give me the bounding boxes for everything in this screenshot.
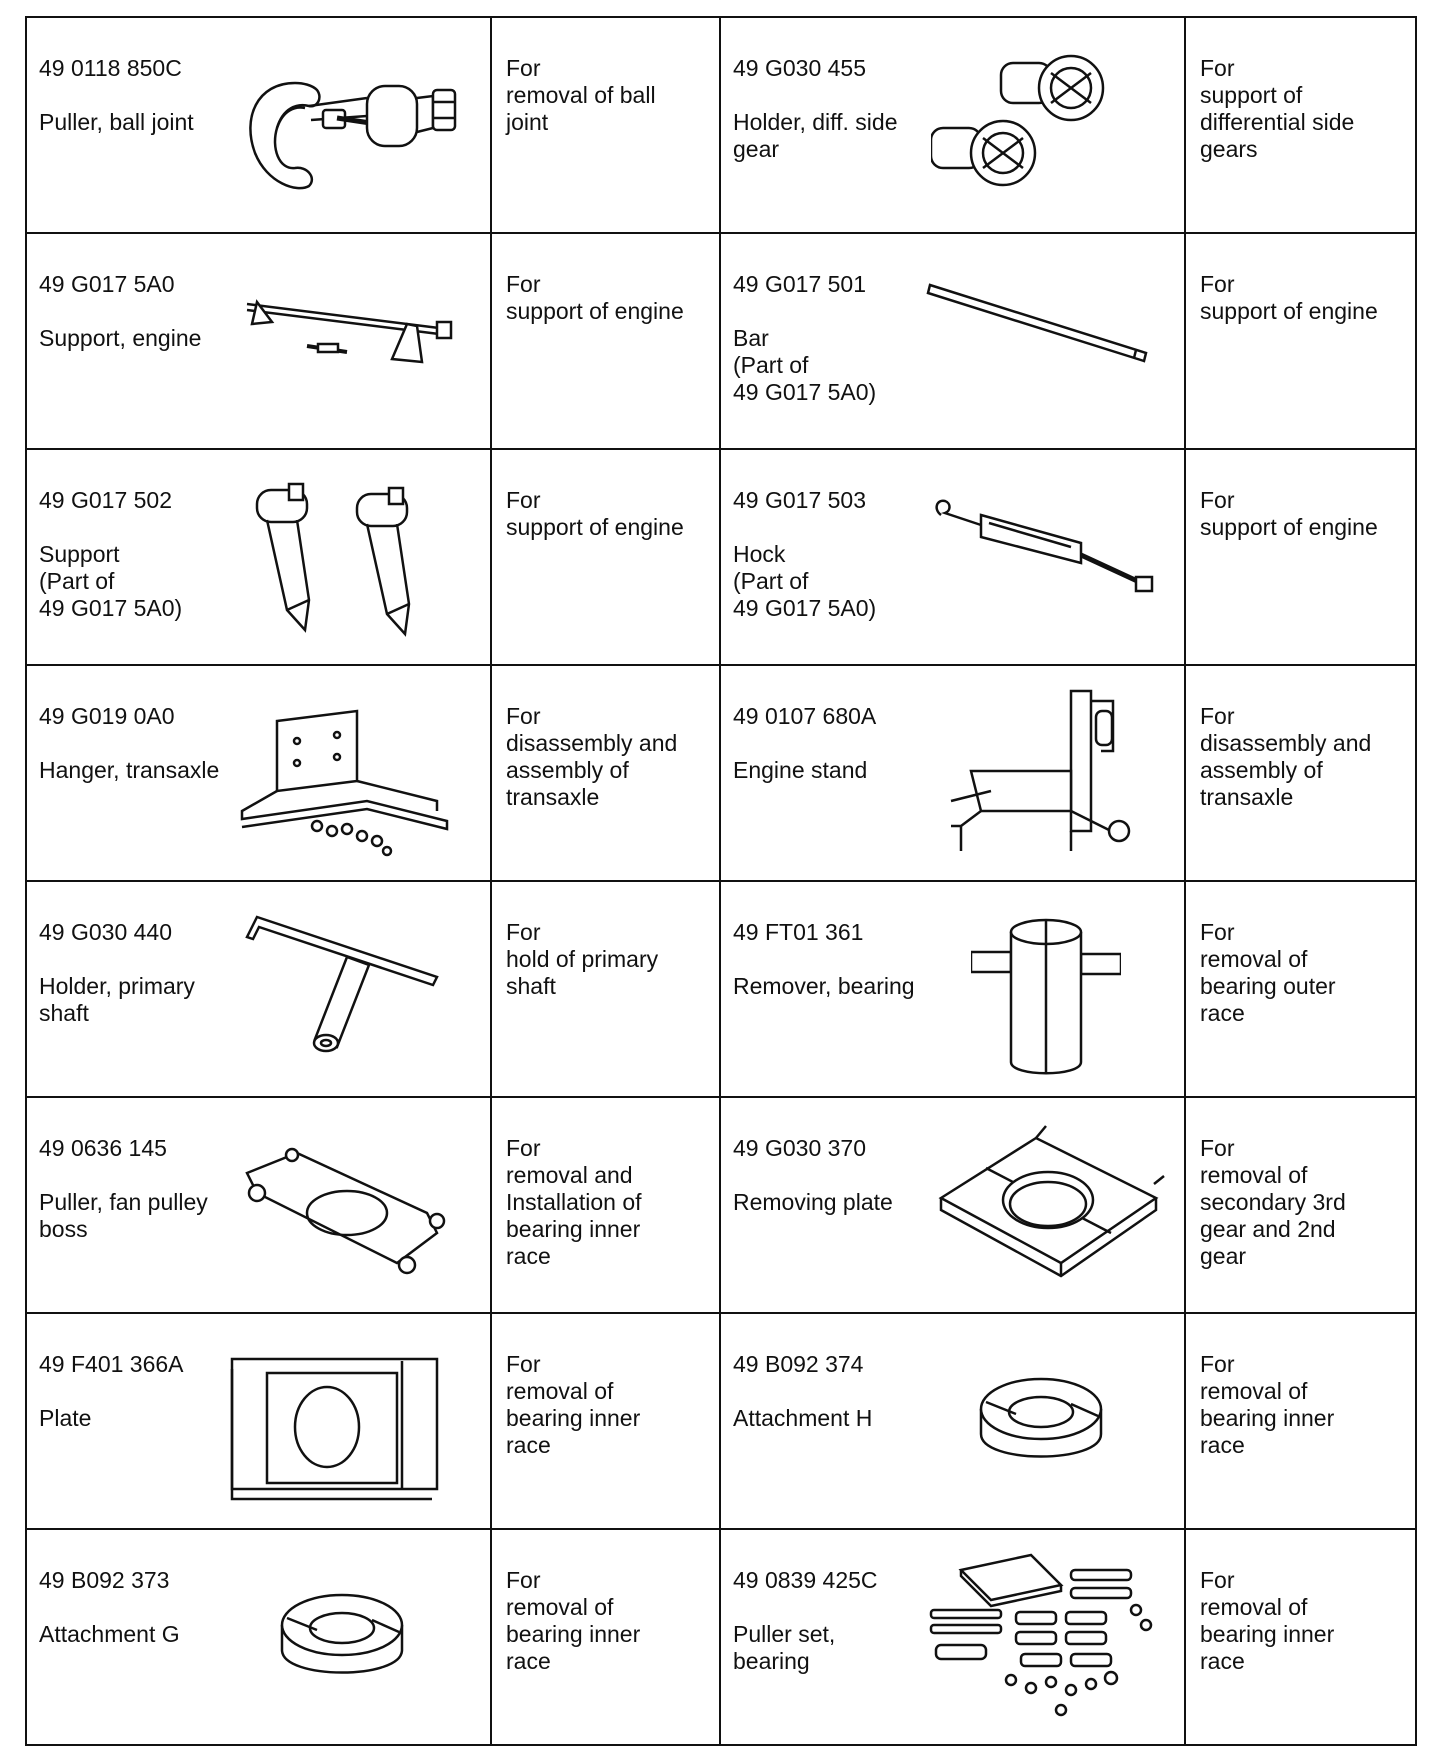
usage-text: For support of engine [1200,487,1378,540]
attachment-ring-icon [976,1364,1106,1484]
table-row [26,1313,1416,1529]
tool-name: Engine stand [733,757,868,783]
tool-cell [720,665,1185,881]
ball-joint-puller-icon [237,58,467,208]
tool-cell [720,881,1185,1097]
bar-icon [926,279,1156,369]
tool-cell [720,233,1185,449]
tool-name: Removing plate [733,1189,893,1215]
usage-cell [491,881,720,1097]
tool-cell [26,1529,491,1745]
usage-text: For disassembly and assembly of transaxle [1200,703,1372,810]
part-number: 49 G030 455 [733,55,867,81]
tool-name: Puller set, bearing [733,1621,836,1674]
attachment-ring-icon [277,1580,407,1700]
tool-cell [26,17,491,233]
tool-cell [720,1097,1185,1313]
engine-stand-icon [941,681,1141,871]
tool-name: Hanger, transaxle [39,757,220,783]
part-number: 49 FT01 361 [733,919,864,945]
usage-text: For hold of primary shaft [506,919,659,999]
table-row [26,449,1416,665]
usage-cell [491,449,720,665]
usage-text: For removal of ball joint [506,55,656,135]
usage-cell [1185,881,1416,1097]
part-number: 49 0636 145 [39,1135,167,1161]
usage-cell [491,233,720,449]
tool-name: Holder, diff. side gear [733,109,898,162]
usage-cell [1185,1313,1416,1529]
usage-cell [1185,449,1416,665]
part-number: 49 0839 425C [733,1567,878,1593]
table-row [26,665,1416,881]
usage-text: For removal of bearing inner race [506,1351,641,1458]
tool-name: Holder, primary shaft [39,973,195,1026]
tool-cell [26,449,491,665]
fan-pulley-puller-icon [237,1133,467,1283]
tool-cell [720,17,1185,233]
bearing-remover-icon [971,912,1121,1082]
plate-icon [227,1349,447,1509]
part-number: 49 B092 374 [733,1351,864,1377]
hook-icon [931,495,1161,605]
usage-text: For support of engine [506,487,684,540]
usage-text: For removal of bearing inner race [1200,1351,1335,1458]
usage-text: For support of engine [1200,271,1378,324]
table-row [26,881,1416,1097]
diff-side-gear-holder-icon [931,43,1131,203]
tool-name: Plate [39,1405,92,1431]
removing-plate-icon [936,1118,1166,1288]
transaxle-hanger-icon [237,701,467,861]
usage-cell [1185,17,1416,233]
tool-name: Hock (Part of 49 G017 5A0) [733,541,877,621]
table-row [26,1529,1416,1745]
part-number: 49 G017 503 [733,487,867,513]
tool-name: Attachment G [39,1621,180,1647]
tool-name: Support (Part of 49 G017 5A0) [39,541,183,621]
special-tools-table [25,16,1417,1746]
usage-cell [1185,1097,1416,1313]
part-number: 49 B092 373 [39,1567,170,1593]
part-number: 49 G019 0A0 [39,703,175,729]
tool-cell [26,881,491,1097]
tool-cell [26,233,491,449]
tool-name: Support, engine [39,325,202,351]
tool-cell [720,1313,1185,1529]
usage-cell [491,665,720,881]
tool-cell [720,1529,1185,1745]
usage-cell [1185,665,1416,881]
primary-shaft-holder-icon [237,907,457,1067]
usage-cell [491,1529,720,1745]
tool-cell [720,449,1185,665]
usage-text: For removal of secondary 3rd gear and 2nd gear [1200,1135,1346,1269]
part-number: 49 F401 366A [39,1351,184,1377]
tool-name: Puller, ball joint [39,109,194,135]
usage-text: For support of differential side gears [1200,55,1355,162]
engine-support-icon [242,294,462,374]
tool-cell [26,665,491,881]
part-number: 49 0107 680A [733,703,877,729]
table-row [26,17,1416,233]
tool-cell [26,1097,491,1313]
tool-name: Attachment H [733,1405,873,1431]
usage-cell [1185,1529,1416,1745]
tool-cell [26,1313,491,1529]
table-row [26,1097,1416,1313]
usage-cell [1185,233,1416,449]
usage-cell [491,17,720,233]
tool-name: Remover, bearing [733,973,915,999]
usage-text: For removal of bearing inner race [506,1567,641,1674]
usage-text: For support of engine [506,271,684,324]
part-number: 49 G030 370 [733,1135,867,1161]
part-number: 49 G030 440 [39,919,173,945]
bearing-puller-set-icon [921,1550,1171,1730]
usage-cell [491,1313,720,1529]
table-row [26,233,1416,449]
tool-name: Puller, fan pulley boss [39,1189,208,1242]
part-number: 49 G017 502 [39,487,173,513]
usage-text: For disassembly and assembly of transaxle [506,703,678,810]
part-number: 49 G017 5A0 [39,271,175,297]
usage-text: For removal of bearing outer race [1200,919,1336,1026]
usage-text: For removal and Installation of bearing inner race [506,1135,642,1269]
usage-cell [491,1097,720,1313]
part-number: 49 0118 850C [39,55,182,81]
part-number: 49 G017 501 [733,271,867,297]
usage-text: For removal of bearing inner race [1200,1567,1335,1674]
tool-name: Bar (Part of 49 G017 5A0) [733,325,877,405]
support-bracket-icon [247,480,467,650]
